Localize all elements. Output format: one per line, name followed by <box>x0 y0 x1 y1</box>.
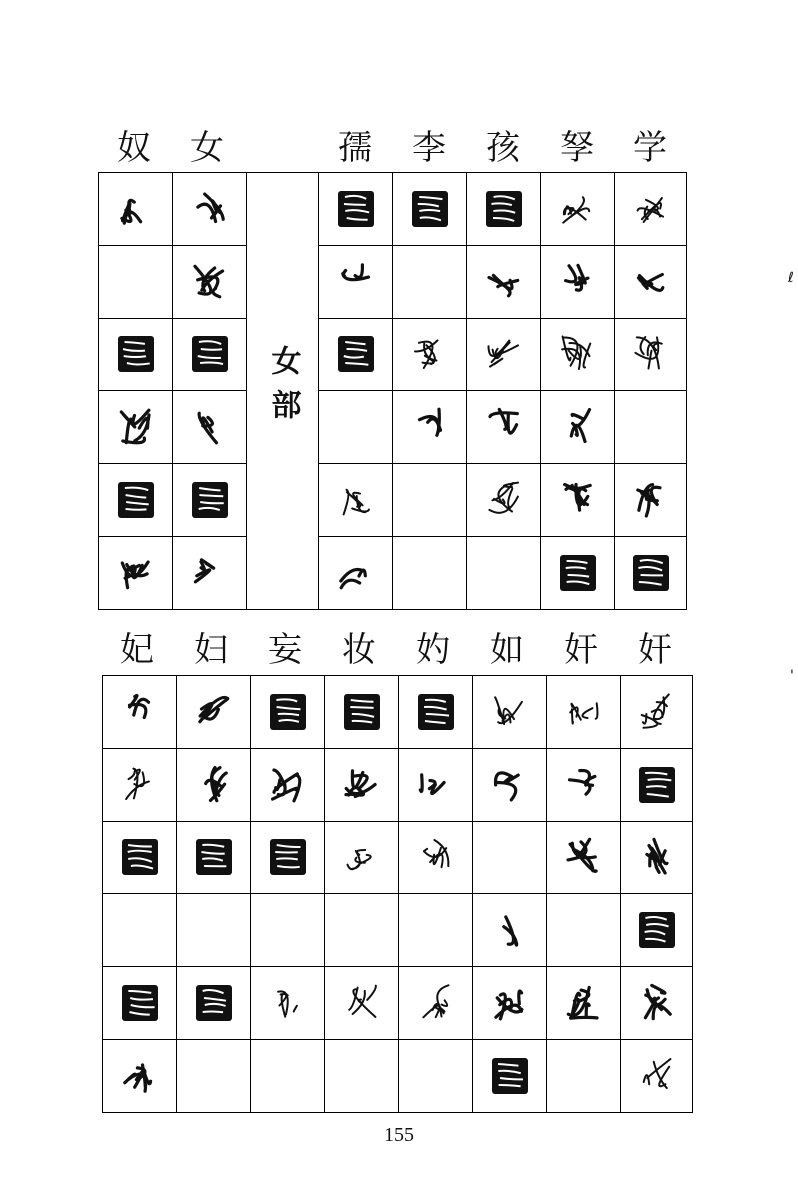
bottom-cell <box>251 676 325 749</box>
top-headings-left <box>98 128 244 168</box>
seal-glyph-image <box>332 547 380 599</box>
seal-glyph-image <box>560 831 608 883</box>
bottom-cell <box>473 748 547 821</box>
heading-ru: 孺 <box>338 128 372 168</box>
top-cell <box>319 173 393 246</box>
heading-jian1: 奸 <box>564 630 598 670</box>
heading-nv: 女 <box>190 128 224 168</box>
bottom-cell <box>103 1039 177 1112</box>
top-cell <box>173 391 247 464</box>
seal-glyph-image <box>560 977 608 1029</box>
bottom-cell <box>177 821 251 894</box>
seal-glyph-image <box>186 401 234 453</box>
seal-glyph-image <box>332 474 380 526</box>
top-cell <box>467 245 541 318</box>
top-cell <box>541 536 615 609</box>
seal-glyph-image <box>554 256 602 308</box>
top-character-table <box>98 172 687 610</box>
bottom-cell <box>325 1039 399 1112</box>
bottom-cell <box>325 821 399 894</box>
top-cell <box>467 391 541 464</box>
top-cell <box>319 245 393 318</box>
bottom-cell <box>621 676 693 749</box>
heading-ru2: 如 <box>490 630 524 670</box>
top-cell <box>541 173 615 246</box>
bottom-cell <box>621 1039 693 1112</box>
seal-glyph-image <box>554 183 602 235</box>
top-cell <box>393 173 467 246</box>
seal-glyph-image <box>332 256 380 308</box>
top-cell <box>173 536 247 609</box>
seal-glyph-image <box>186 474 234 526</box>
seal-glyph-image <box>633 904 681 956</box>
top-cell <box>393 536 467 609</box>
seal-glyph-image <box>116 831 164 883</box>
bottom-cell <box>547 894 621 967</box>
heading-hai: 孩 <box>486 128 520 168</box>
seal-glyph-image <box>480 328 528 380</box>
top-row <box>99 536 687 609</box>
bottom-cell <box>621 821 693 894</box>
bottom-cell <box>399 821 473 894</box>
seal-glyph-image <box>116 759 164 811</box>
top-cell <box>615 245 687 318</box>
bottom-cell <box>547 821 621 894</box>
heading-nu: 奴 <box>117 128 151 168</box>
seal-glyph-image <box>112 328 160 380</box>
seal-glyph-image <box>412 686 460 738</box>
top-cell <box>173 173 247 246</box>
seal-glyph-image <box>112 547 160 599</box>
top-row <box>99 245 687 318</box>
seal-glyph-image <box>480 474 528 526</box>
top-cell <box>99 391 173 464</box>
bottom-headings <box>100 630 692 670</box>
top-cell <box>615 536 687 609</box>
seal-glyph-image <box>554 328 602 380</box>
seal-glyph-image <box>486 904 534 956</box>
top-cell <box>173 464 247 537</box>
seal-glyph-image <box>412 977 460 1029</box>
seal-glyph-image <box>406 401 454 453</box>
margin-mark-bottom: ' <box>790 668 794 684</box>
bottom-cell <box>251 967 325 1040</box>
top-cell <box>541 318 615 391</box>
seal-glyph-image <box>116 1050 164 1102</box>
seal-glyph-image <box>627 474 675 526</box>
radical-label: 女部 <box>265 344 301 433</box>
seal-glyph-image <box>627 256 675 308</box>
seal-glyph-image <box>633 686 681 738</box>
bottom-cell <box>547 748 621 821</box>
seal-glyph-image <box>633 977 681 1029</box>
bottom-cell <box>251 894 325 967</box>
seal-glyph-image <box>486 759 534 811</box>
seal-glyph-image <box>560 686 608 738</box>
top-cell <box>393 318 467 391</box>
bottom-cell <box>251 821 325 894</box>
bottom-cell <box>399 967 473 1040</box>
bottom-row <box>103 894 693 967</box>
seal-glyph-image <box>186 547 234 599</box>
top-cell <box>99 536 173 609</box>
bottom-cell <box>473 676 547 749</box>
top-cell <box>393 464 467 537</box>
bottom-cell <box>547 1039 621 1112</box>
top-cell <box>99 245 173 318</box>
top-cell <box>541 391 615 464</box>
bottom-cell <box>103 748 177 821</box>
seal-glyph-image <box>412 759 460 811</box>
heading-zhuang: 妆 <box>342 630 376 670</box>
seal-glyph-image <box>554 401 602 453</box>
top-cell <box>615 391 687 464</box>
bottom-cell <box>251 748 325 821</box>
top-row <box>99 391 687 464</box>
top-cell <box>173 245 247 318</box>
heading-li: 李 <box>412 128 446 168</box>
seal-glyph-image <box>264 977 312 1029</box>
top-cell <box>615 318 687 391</box>
top-cell <box>541 464 615 537</box>
bottom-cell <box>177 676 251 749</box>
seal-glyph-image <box>186 183 234 235</box>
bottom-cell <box>103 894 177 967</box>
bottom-cell <box>621 748 693 821</box>
bottom-cell <box>399 676 473 749</box>
top-cell <box>541 245 615 318</box>
bottom-cell <box>621 894 693 967</box>
page-number: 155 <box>384 1124 414 1146</box>
seal-glyph-image <box>264 686 312 738</box>
heading-wang: 妄 <box>268 630 302 670</box>
bottom-cell <box>473 967 547 1040</box>
seal-glyph-image <box>116 977 164 1029</box>
top-cell <box>467 536 541 609</box>
seal-glyph-image <box>560 759 608 811</box>
seal-glyph-image <box>112 401 160 453</box>
seal-glyph-image <box>633 831 681 883</box>
bottom-row <box>103 967 693 1040</box>
seal-glyph-image <box>627 183 675 235</box>
top-cell <box>467 464 541 537</box>
top-cell <box>99 318 173 391</box>
heading-jian2: 奸 <box>638 630 672 670</box>
bottom-cell <box>177 748 251 821</box>
bottom-cell <box>399 748 473 821</box>
bottom-cell <box>325 967 399 1040</box>
seal-glyph-image <box>332 328 380 380</box>
heading-nu2: 孥 <box>560 128 594 168</box>
top-cell <box>467 318 541 391</box>
seal-glyph-image <box>332 183 380 235</box>
top-cell <box>99 464 173 537</box>
heading-fei: 妃 <box>120 630 154 670</box>
heading-shuo: 妁 <box>416 630 450 670</box>
top-cell <box>467 173 541 246</box>
seal-glyph-image <box>406 183 454 235</box>
bottom-cell <box>325 676 399 749</box>
seal-glyph-image <box>338 759 386 811</box>
bottom-character-table <box>102 675 693 1113</box>
top-row <box>99 464 687 537</box>
seal-glyph-image <box>186 256 234 308</box>
top-cell <box>173 318 247 391</box>
top-row <box>99 318 687 391</box>
bottom-cell <box>325 748 399 821</box>
top-cell <box>319 318 393 391</box>
seal-glyph-image <box>190 831 238 883</box>
bottom-cell <box>473 821 547 894</box>
top-cell <box>319 464 393 537</box>
top-cell <box>393 245 467 318</box>
seal-glyph-image <box>116 686 164 738</box>
seal-glyph-image <box>264 831 312 883</box>
bottom-cell <box>177 894 251 967</box>
bottom-cell <box>399 1039 473 1112</box>
top-cell <box>615 173 687 246</box>
seal-glyph-image <box>554 547 602 599</box>
seal-glyph-image <box>486 977 534 1029</box>
top-headings-right <box>318 128 686 168</box>
bottom-cell <box>251 1039 325 1112</box>
seal-glyph-image <box>633 759 681 811</box>
bottom-cell <box>547 676 621 749</box>
bottom-cell <box>177 967 251 1040</box>
bottom-cell <box>621 967 693 1040</box>
seal-glyph-image <box>486 1050 534 1102</box>
top-cell <box>393 391 467 464</box>
seal-glyph-image <box>190 686 238 738</box>
seal-glyph-image <box>338 686 386 738</box>
bottom-cell <box>103 821 177 894</box>
seal-glyph-image <box>480 183 528 235</box>
seal-glyph-image <box>480 401 528 453</box>
seal-glyph-image <box>338 977 386 1029</box>
bottom-cell <box>399 894 473 967</box>
seal-glyph-image <box>406 328 454 380</box>
top-row <box>99 173 687 246</box>
bottom-row <box>103 748 693 821</box>
bottom-cell <box>177 1039 251 1112</box>
seal-glyph-image <box>486 686 534 738</box>
seal-glyph-image <box>190 759 238 811</box>
top-cell <box>99 173 173 246</box>
heading-fu: 妇 <box>194 630 228 670</box>
seal-glyph-image <box>190 977 238 1029</box>
seal-glyph-image <box>554 474 602 526</box>
bottom-cell <box>473 1039 547 1112</box>
seal-glyph-image <box>480 256 528 308</box>
seal-glyph-image <box>264 759 312 811</box>
bottom-row <box>103 676 693 749</box>
margin-mark-top: ℓ <box>788 270 794 286</box>
bottom-cell <box>547 967 621 1040</box>
top-cell <box>319 391 393 464</box>
seal-glyph-image <box>112 183 160 235</box>
seal-glyph-image <box>412 831 460 883</box>
bottom-cell <box>473 894 547 967</box>
seal-glyph-image <box>633 1050 681 1102</box>
heading-xue: 学 <box>633 128 667 168</box>
bottom-cell <box>103 967 177 1040</box>
bottom-row <box>103 821 693 894</box>
seal-glyph-image <box>627 547 675 599</box>
seal-glyph-image <box>186 328 234 380</box>
seal-glyph-image <box>627 328 675 380</box>
bottom-cell <box>103 676 177 749</box>
bottom-cell <box>325 894 399 967</box>
bottom-row <box>103 1039 693 1112</box>
seal-glyph-image <box>338 831 386 883</box>
top-cell <box>615 464 687 537</box>
radical-column <box>247 173 319 610</box>
top-cell <box>319 536 393 609</box>
seal-glyph-image <box>112 474 160 526</box>
